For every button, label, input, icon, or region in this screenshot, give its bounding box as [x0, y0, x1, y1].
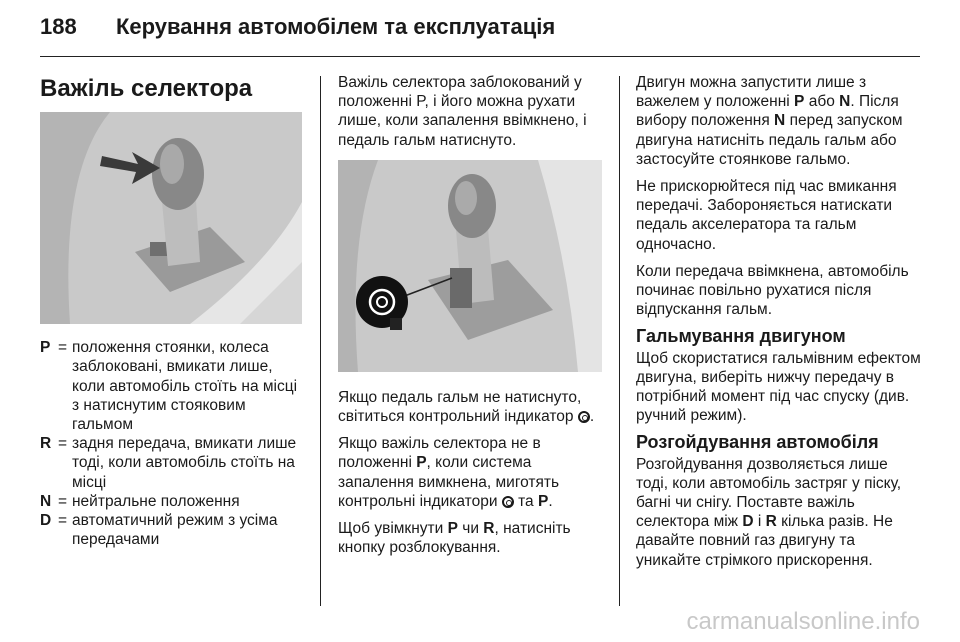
- text-span: Щоб увімкнути: [338, 520, 444, 538]
- text-span: Двигун можна запустити лише з важелем у положенні: [636, 74, 867, 111]
- gear-letter: D: [742, 513, 754, 531]
- definition-text: задня передача, вмикати лише тоді, коли автомобіль стоїть на місці: [72, 435, 297, 491]
- paragraph-unlock: [338, 519, 603, 557]
- brake-indicator-icon: [502, 496, 514, 508]
- paragraph-accelerate: Не прискорюйтеся під час вмикання передачі. Забороняється натискати педаль акселератора та гальм одночасно.: [636, 178, 897, 253]
- definition-row: [40, 492, 305, 511]
- paragraph-engine-braking: Щоб скористатися гальмівним ефектом двигуна, виберіть нижчу передачу в потрібний момент під час спуску (див. ручний режим).: [636, 349, 921, 425]
- gear-letter: N: [839, 93, 851, 111]
- definition-key: D: [40, 512, 52, 530]
- text-span: перед запуском двигуна натисніть педаль гальм або застосуйте стоянкове гальмо.: [636, 112, 903, 168]
- text-span: , коли система запалення вимкнена, миготять контрольні індикатори: [338, 454, 560, 510]
- gear-letter: R: [483, 520, 495, 538]
- text-span: Якщо педаль гальм не натиснуто, світиться контрольний індикатор: [338, 388, 582, 426]
- definition-separator: =: [58, 512, 68, 530]
- brake-indicator-icon: [578, 411, 590, 423]
- gear-letter: N: [774, 112, 786, 130]
- gear-letter: R: [765, 513, 777, 531]
- definition-row: [40, 338, 305, 434]
- definition-row: [40, 511, 305, 549]
- definition-row: [40, 434, 305, 492]
- paragraph-start: [636, 73, 921, 169]
- brake-indicator-illustration: [338, 160, 602, 372]
- gear-letter: P: [447, 520, 458, 538]
- definition-text: нейтральне положення: [72, 492, 240, 510]
- watermark: carmanualsonline.info: [686, 608, 920, 635]
- heading-engine-braking: Гальмування двигуном: [636, 326, 846, 347]
- section-title: Важіль селектора: [40, 75, 253, 102]
- header-rule: [40, 56, 920, 57]
- heading-rocking: Розгойдування автомобіля: [636, 432, 879, 453]
- text-span: або: [808, 93, 835, 111]
- definition-separator: =: [58, 435, 68, 453]
- column-2: [338, 73, 603, 565]
- column-divider-2: [619, 76, 620, 606]
- page-number: 188: [40, 14, 77, 39]
- definition-key: P: [40, 339, 51, 357]
- column-divider-1: [320, 76, 321, 606]
- definition-text: положення стоянки, колеса заблоковані, вмикати лише, коли автомобіль стоїть на місці з натиснутим стояковим гальмом: [72, 339, 298, 434]
- text-span: .: [548, 492, 553, 510]
- text-span: чи: [462, 520, 479, 538]
- text-span: та: [518, 492, 534, 510]
- chapter-title: Керування автомобілем та експлуатація: [116, 14, 556, 39]
- page-header: [40, 14, 555, 40]
- text-span: кілька разів. Не давайте повний газ двигуну та уникайте стрімкого прискорення.: [636, 513, 893, 569]
- text-span: і: [757, 513, 762, 531]
- text-span: .: [589, 408, 595, 426]
- intro-paragraph: Важіль селектора заблокований у положенні P, і його можна рухати лише, коли запалення ввімкнено, і педаль гальм натиснуто.: [338, 74, 587, 149]
- definition-key: R: [40, 435, 52, 453]
- column-3: [636, 73, 921, 578]
- position-definitions: [40, 338, 305, 549]
- paragraph-creep: Коли передача ввімкнена, автомобіль починає повільно рухатися після відпускання гальм.: [636, 262, 909, 319]
- text-span: Якщо важіль селектора не в положенні: [338, 435, 541, 472]
- gear-letter: P: [794, 93, 805, 111]
- definition-key: N: [40, 492, 52, 510]
- column-1: [40, 73, 305, 549]
- gear-letter: P: [537, 492, 549, 510]
- paragraph-ignition: [338, 434, 603, 511]
- gear-letter: P: [416, 454, 427, 472]
- paragraph-brake: [338, 388, 603, 426]
- definition-text: автоматичний режим з усіма передачами: [72, 512, 278, 549]
- paragraph-rocking: [636, 455, 921, 570]
- selector-lever-illustration: [40, 112, 302, 324]
- text-span: , натисніть кнопку розблокування.: [338, 520, 571, 557]
- text-span: Розгойдування дозволяється лише тоді, коли автомобіль застряг у піску, багні чи снігу. Поставте важіль селектора між: [636, 455, 902, 531]
- text-span: . Після вибору положення: [636, 93, 899, 130]
- definition-separator: =: [58, 492, 68, 510]
- definition-separator: =: [58, 339, 68, 357]
